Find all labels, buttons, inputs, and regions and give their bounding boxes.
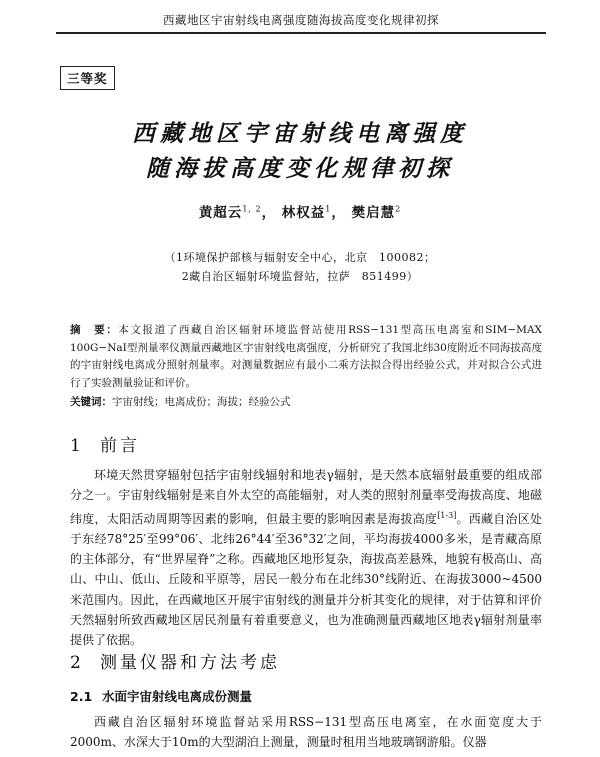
subsection-2-1-heading bbox=[70, 687, 252, 705]
subsection-number: 2.1 bbox=[70, 689, 93, 704]
author-separator: ， bbox=[261, 205, 277, 221]
author-separator: ， bbox=[331, 205, 346, 221]
award-label: 三等奖 bbox=[60, 66, 115, 90]
author-name: 樊启慧 bbox=[351, 205, 396, 221]
affiliation-line-2: 2藏自治区辐射环境监督站，拉萨 851499） bbox=[181, 270, 419, 283]
paragraph: 西藏自治区辐射环境监督站采用RSS−131型高压电离室，在水面宽度大于2000m、水深大于10m的大型湖泊上测量，测量时租用当地玻璃钢游船。仪器 bbox=[70, 715, 542, 750]
section-number: 2 bbox=[70, 653, 81, 673]
section-2-1-body bbox=[70, 712, 542, 753]
author-list bbox=[0, 201, 600, 221]
abstract-label: 摘 要： bbox=[70, 324, 119, 336]
author-name: 林权益 bbox=[281, 205, 326, 221]
section-1-heading bbox=[70, 431, 140, 456]
author-affiliation-mark: 1, 2 bbox=[242, 204, 262, 214]
abstract-text: 本文报道了西藏自治区辐射环境监督站使用RSS−131型高压电离室和SIM−MAX 100G−NaI型剂量率仪测量西藏地区宇宙射线电离强度，分析研究了我国北纬30度附近不同海拔高度的宇宙射线电离成分照射剂量率。对测量数据应有最小二乘方法拟合得出经验公式，并对拟合公式进行了实验测量验证和评价。 bbox=[70, 324, 542, 389]
keywords-label: 关键词： bbox=[70, 396, 112, 408]
abstract bbox=[70, 322, 542, 392]
keywords-text: 宇宙射线；电离成份；海拔；经验公式 bbox=[112, 396, 291, 408]
title-line-2: 随海拔高度变化规律初探 bbox=[146, 155, 454, 182]
author-affiliation-mark: 1 bbox=[325, 204, 332, 214]
section-number: 1 bbox=[70, 436, 81, 456]
section-2-heading bbox=[70, 648, 280, 673]
section-title: 前言 bbox=[100, 436, 140, 456]
running-header: 西藏地区宇宙射线电离强度随海拔高度变化规律初探 bbox=[56, 12, 546, 34]
author-name: 黄超云 bbox=[198, 205, 243, 221]
citation: [1-3] bbox=[437, 510, 457, 520]
section-title: 测量仪器和方法考虑 bbox=[100, 653, 280, 673]
keywords bbox=[70, 394, 542, 409]
paragraph-text-continued: 。西藏自治区处于东经78°25′至99°06′、北纬26°44′至36°32′之间，平均海拔4000多米，是青藏高原的主体部分，有“世界屋脊”之称。西藏地区地形复杂，海拔高差悬殊，地貌有极高山、高山、中山、低山、丘陵和平原等，居民一般分布在北纬30°线附近、在海拔3000~4500米范围内。因此，在西藏地区开展宇宙射线的测量并分析其变化的规律，对于估算和评价天然辐射所致西藏地区居民剂量有着重要意义，也为准确测量西藏地区地表γ辐射剂量率提供了依据。 bbox=[70, 511, 542, 648]
title-line-1: 西藏地区宇宙射线电离强度 bbox=[132, 120, 468, 147]
paragraph-text: 环境天然贯穿辐射包括宇宙射线辐射和地表γ辐射，是天然本底辐射最重要的组成部分之一。宇宙射线辐射是来自外太空的高能辐射，对人类的照射剂量率受海拔高度、地磁纬度，太阳活动周期等因素的影响，但最主要的影响因素是海拔高度 bbox=[70, 468, 542, 526]
subsection-title: 水面宇宙射线电离成份测量 bbox=[102, 689, 253, 704]
affiliation-line-1: （1环境保护部核与辐射安全中心，北京 100082； bbox=[164, 251, 436, 264]
author-affiliation-mark: 2 bbox=[395, 204, 402, 214]
section-1-body bbox=[70, 465, 542, 651]
paragraph bbox=[70, 465, 542, 651]
